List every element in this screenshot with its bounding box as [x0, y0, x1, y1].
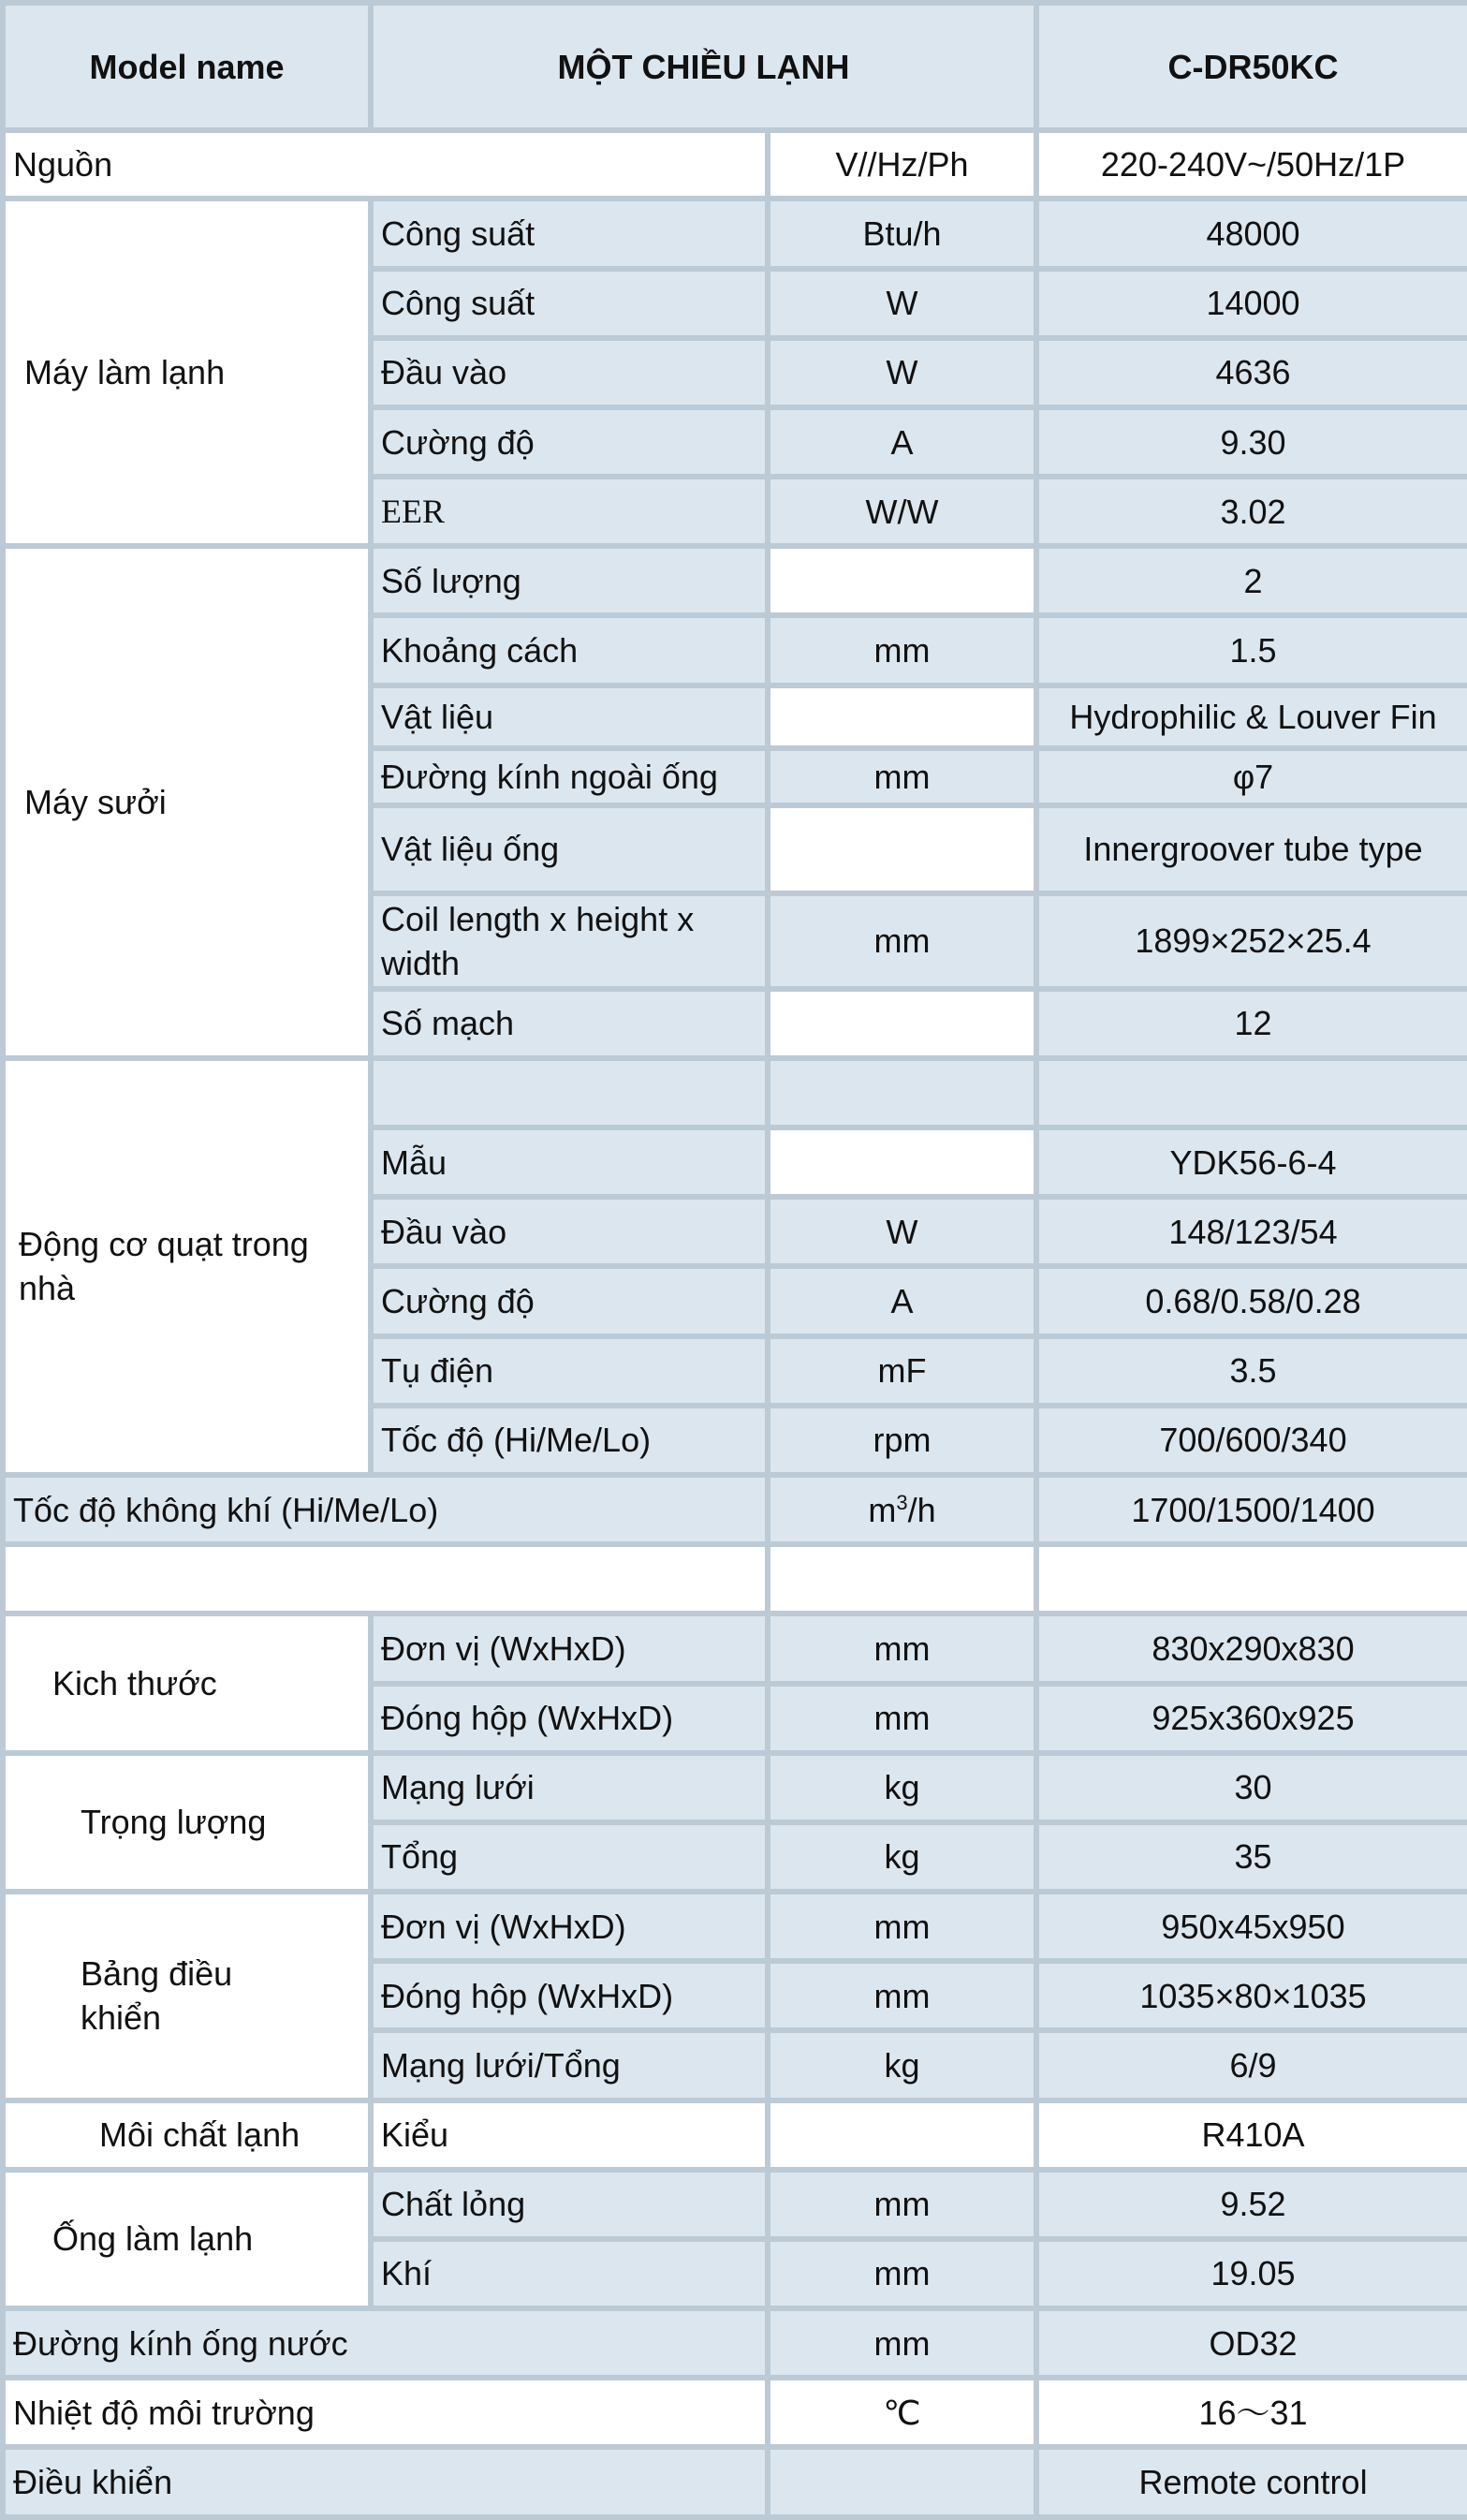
row-value: 6/9 [1039, 2033, 1467, 2097]
row-value: R410A [1039, 2103, 1467, 2167]
row-value: Innergroover tube type [1039, 808, 1467, 892]
row-label: Đóng hộp (WxHxD) [374, 1687, 765, 1750]
row-unit: kg [770, 1756, 1034, 1820]
row-unit: kg [770, 2033, 1034, 2097]
unit-superscript: 3 [896, 1490, 908, 1514]
row-label: Đường kính ống nước [6, 2311, 765, 2375]
row-label: Tụ điện [374, 1339, 765, 1403]
row-unit: mm [770, 2173, 1034, 2236]
row-label: Đơn vị (WxHxD) [374, 1894, 765, 1958]
row-unit [770, 1478, 1034, 1541]
row-unit: rpm [770, 1408, 1034, 1472]
row-value: 1035×80×1035 [1039, 1964, 1467, 2027]
table-row [6, 2173, 1467, 2236]
row-value: 19.05 [1039, 2242, 1467, 2306]
blank-cell [1039, 1061, 1467, 1125]
group-dimensions: Kich thước [6, 1616, 368, 1749]
row-unit: mm [770, 1894, 1034, 1958]
row-unit: mm [770, 1964, 1034, 2027]
row-unit: ℃ [770, 2380, 1034, 2444]
row-label: Đầu vào [374, 341, 765, 405]
row-value: 9.30 [1039, 410, 1467, 474]
row-label: Tổng [374, 1825, 765, 1889]
row-label: Coil length x height x width [374, 896, 765, 986]
row-unit: A [770, 1269, 1034, 1333]
row-label: Cường độ [374, 1269, 765, 1333]
row-unit: mm [770, 618, 1034, 682]
model-value: C-DR50KC [1039, 6, 1467, 127]
unit-tail: /h [907, 1490, 936, 1529]
row-label: Công suất [374, 201, 765, 265]
mode-label: MỘT CHIỀU LẠNH [374, 6, 1034, 127]
row-label: Số lượng [374, 549, 765, 612]
row-unit: mm [770, 751, 1034, 803]
group-panel: Bảng điều khiển [6, 1894, 368, 2098]
row-value: 220-240V~/50Hz/1P [1039, 133, 1467, 196]
model-name-label: Model name [6, 6, 368, 127]
row-unit: W [770, 272, 1034, 335]
table-row-blank [6, 1061, 1467, 1125]
row-unit: mm [770, 1687, 1034, 1750]
row-value: YDK56-6-4 [1039, 1130, 1467, 1194]
row-unit: mm [770, 896, 1034, 986]
row-value: 830x290x830 [1039, 1616, 1467, 1680]
row-unit: V//Hz/Ph [770, 133, 1034, 196]
table-row [6, 1894, 1467, 1958]
row-value: Remote control [1039, 2450, 1467, 2514]
row-label: Đường kính ngoài ống [374, 751, 765, 803]
blank-cell [374, 1061, 765, 1125]
table-row-blank [6, 1547, 1467, 1611]
row-label: Đóng hộp (WxHxD) [374, 1964, 765, 2027]
group-weight: Trọng lượng [6, 1756, 368, 1889]
group-refrigerant: Môi chất lạnh [6, 2103, 368, 2167]
row-value: 0.68/0.58/0.28 [1039, 1269, 1467, 1333]
unit-base: m [868, 1490, 897, 1529]
row-value: 35 [1039, 1825, 1467, 1889]
table-row [6, 2380, 1467, 2444]
row-value: 14000 [1039, 272, 1467, 335]
row-label: Đầu vào [374, 1200, 765, 1263]
row-unit: mm [770, 1616, 1034, 1680]
table-row [6, 2450, 1467, 2514]
row-unit [770, 992, 1034, 1055]
row-unit [770, 2450, 1034, 2514]
table-row [6, 2311, 1467, 2375]
row-unit [770, 688, 1034, 745]
row-unit: W [770, 1200, 1034, 1263]
blank-cell [6, 1547, 765, 1611]
row-value: Hydrophilic & Louver Fin [1039, 688, 1467, 745]
row-label: Cường độ [374, 410, 765, 474]
row-value: 12 [1039, 992, 1467, 1055]
row-value: 925x360x925 [1039, 1687, 1467, 1750]
row-label: Mạng lưới/Tổng [374, 2033, 765, 2097]
row-label: Nguồn [6, 133, 765, 196]
row-unit: W/W [770, 479, 1034, 543]
row-unit: mF [770, 1339, 1034, 1403]
row-unit [770, 1130, 1034, 1194]
group-evaporator: Máy sưởi [6, 549, 368, 1055]
header-row [6, 6, 1467, 127]
row-value: 2 [1039, 549, 1467, 612]
row-label: Nhiệt độ môi trường [6, 2380, 765, 2444]
group-refrigerant-pipe: Ống làm lạnh [6, 2173, 368, 2306]
row-label: Khoảng cách [374, 618, 765, 682]
row-value: 16～31 [1039, 2380, 1467, 2444]
table-row [6, 549, 1467, 612]
row-label: Công suất [374, 272, 765, 335]
row-label: Mẫu [374, 1130, 765, 1194]
row-value: 3.5 [1039, 1339, 1467, 1403]
row-unit [770, 2103, 1034, 2167]
table-row [6, 1478, 1467, 1541]
row-value: 1.5 [1039, 618, 1467, 682]
row-label: Vật liệu ống [374, 808, 765, 892]
row-value: 700/600/340 [1039, 1408, 1467, 1472]
table-row [6, 201, 1467, 265]
row-unit: kg [770, 1825, 1034, 1889]
row-value: 30 [1039, 1756, 1467, 1820]
row-value: 48000 [1039, 201, 1467, 265]
blank-cell [1039, 1547, 1467, 1611]
row-value: 3.02 [1039, 479, 1467, 543]
blank-cell [770, 1547, 1034, 1611]
row-label: Điều khiển [6, 2450, 765, 2514]
row-label: Kiểu [374, 2103, 765, 2167]
table-row [6, 1616, 1467, 1680]
group-indoor-fan-motor: Động cơ quạt trong nhà [6, 1061, 368, 1472]
row-label: Chất lỏng [374, 2173, 765, 2236]
row-unit: mm [770, 2311, 1034, 2375]
row-value: 148/123/54 [1039, 1200, 1467, 1263]
row-value: 4636 [1039, 341, 1467, 405]
row-label: Tốc độ không khí (Hi/Me/Lo) [6, 1478, 765, 1541]
row-value: 950x45x950 [1039, 1894, 1467, 1958]
row-value: 1700/1500/1400 [1039, 1478, 1467, 1541]
row-unit: A [770, 410, 1034, 474]
row-unit [770, 808, 1034, 892]
row-value: OD32 [1039, 2311, 1467, 2375]
row-label: Đơn vị (WxHxD) [374, 1616, 765, 1680]
row-value: φ7 [1039, 751, 1467, 803]
row-label: Tốc độ (Hi/Me/Lo) [374, 1408, 765, 1472]
row-value: 1899×252×25.4 [1039, 896, 1467, 986]
row-label: Số mạch [374, 992, 765, 1055]
row-unit: W [770, 341, 1034, 405]
row-unit: Btu/h [770, 201, 1034, 265]
table-row [6, 1756, 1467, 1820]
blank-cell [770, 1061, 1034, 1125]
group-cooling: Máy làm lạnh [6, 201, 368, 543]
row-value: 9.52 [1039, 2173, 1467, 2236]
row-unit [770, 549, 1034, 612]
row-label: Mạng lưới [374, 1756, 765, 1820]
table-row [6, 133, 1467, 196]
row-label: EER [374, 479, 765, 543]
row-unit: mm [770, 2242, 1034, 2306]
table-row [6, 2103, 1467, 2167]
row-label: Vật liệu [374, 688, 765, 745]
row-label: Khí [374, 2242, 765, 2306]
